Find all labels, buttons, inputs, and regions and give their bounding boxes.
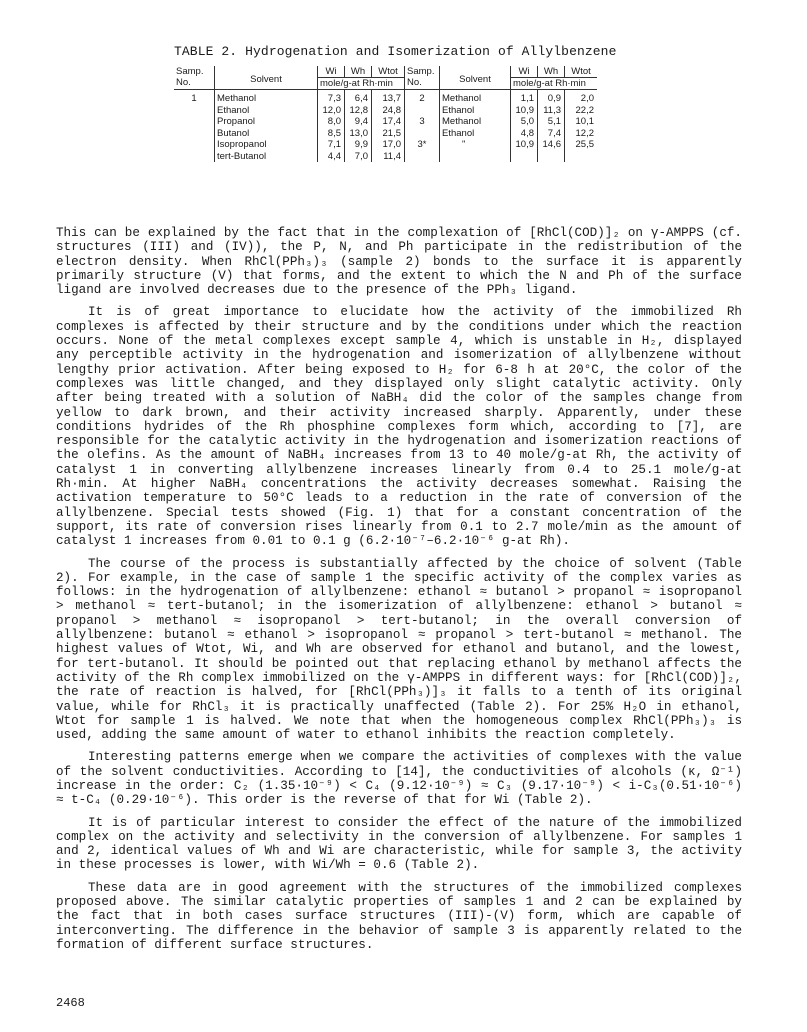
table-cell: 5,1 [547,116,561,127]
table-cell: Ethanol [442,104,475,116]
table-cell: 12,0 [322,104,341,116]
left-sample-no: 1 [191,93,197,104]
table-cell: 25,5 [575,139,594,150]
table-cell: Methanol [442,116,482,127]
table-cell: 5,0 [520,116,534,127]
table-cell: 7,3 [327,93,341,104]
table-cell: 7,4 [547,127,561,139]
table-cell: 17,4 [382,116,401,127]
table-cell: Ethanol [442,127,475,139]
table-cell: 13,7 [382,93,401,104]
table-cell: 21,5 [382,127,401,139]
paragraph: It is of particular interest to consider the effect of the nature of the immobilized complex on the activity and selectivity in the conversion of allylbenzene. For samples 1 and 2, identical values of Wh and Wi are characteristic, while for sample 3, the activity in these processes is lower, with Wi/Wh = 0.6 (Table 2). [56,815,742,873]
header-samp-no-right: Samp. No. [405,66,440,90]
table-cell: Butanol [217,127,250,139]
table-cell: 12,2 [575,127,594,139]
table-cell: 10,9 [515,139,534,150]
table-cell: Methanol [442,93,482,104]
table-cell: 9,4 [354,116,368,127]
left-wtot-values [372,90,405,163]
table-cell: Propanol [217,116,256,127]
paragraph: It is of great importance to elucidate how the activity of the immobilized Rh complexes is affected by their structure and by the conditions under which the reaction occurs. None of the metal complexes except sample 4, which is unstable in H₂, displayed any perceptible activity in the hydrogenation and isomerization of allylbenzene without lengthy prior activation. After being exposed to H₂ for 6-8 h at 20°C, the color of the complexes was little changed, and they displayed only slight catalytic activity. Only after being treated with a solution of NaBH₄ did the color of the samples change from yellow to dark brown, and their activity increased sharply. Apparently, under these conditions hydrides of the Rh phosphine complexes form which, according to [7], are responsible for the catalytic activity in the hydrogenation and isomerization reactions of the olefins. As the amount of NaBH₄ increases from 13 to 40 mole/g-at Rh, the activity of catalyst 1 in converting allylbenzene increases linearly from 0.4 to 25.1 mole/g-at Rh·min. At higher NaBH₄ concentrations the activity decreases somewhat. Raising the activation temperature to 50°C leads to a reduction in the rate of conversion of the allylbenzene. Special tests showed (Fig. 1) that for a constant concentration of the support, its rate of conversion rises linearly from 0.1 to 2.7 mole/min as the amount of catalyst 1 increases from 0.01 to 0.1 g (6.2·10⁻⁷–6.2·10⁻⁶ g-at Rh). [56,305,742,549]
left-wh-values [345,90,372,163]
table-cell: Isopropanol [217,139,267,150]
right-wtot-values [565,90,598,163]
table-cell: 10,9 [515,104,534,116]
right-wh-values [538,90,565,163]
table-cell: 1,1 [520,93,534,104]
table-cell: 24,8 [382,104,401,116]
right-solvent-list [440,90,511,163]
table-cell: 13,0 [349,127,368,139]
table-cell: Methanol [217,93,257,104]
table-cell: 0,9 [547,93,561,104]
header-wi-left: Wi [318,66,345,78]
table-cell: 8,0 [327,116,341,127]
header-units-right: mole/g-at Rh·min [511,78,598,90]
header-wtot-left: Wtot [372,66,405,78]
results-table [174,66,597,162]
table-cell: 3* [417,139,427,150]
table-cell [407,105,437,117]
table-cell: 6,4 [354,93,368,104]
header-solvent-right: Solvent [440,66,511,90]
table-cell: 7,1 [327,139,341,150]
table-cell: 11,4 [383,150,401,162]
page-number: 2468 [56,996,85,1010]
table-cell: 4,4 [327,150,341,162]
table-cell: 2,0 [580,93,594,104]
table-cell: 4,8 [520,127,534,139]
left-wi-values [318,90,345,163]
table-cell: 17,0 [382,139,401,150]
table-cell: 10,1 [575,116,594,127]
table-cell: 2 [419,93,425,104]
table-cell: 7,0 [354,150,368,162]
header-wi-right: Wi [511,66,538,78]
paragraph: These data are in good agreement with the structures of the immobilized complexes proposed above. The similar catalytic properties of samples 1 and 2 can be explained by the fact that in both cases surface structures (III)-(V) form, which are capable of interconverting. The difference in the behavior of sample 3 is apparently related to the formation of different surface structures. [56,880,742,952]
paragraph: Interesting patterns emerge when we compare the activities of complexes with the value of the solvent conductivities. According to [14], the conductivities of alcohols (κ, Ω⁻¹) increase in the order: C₂ (1.35·10⁻⁹) < C₄ (9.12·10⁻⁹) ≈ C₃ (9.17·10⁻⁹) < i-C₃(0.51·10⁻⁶) ≈ t-C₄ (0.29·10⁻⁶). This order is the reverse of that for Wi (Table 2). [56,750,742,808]
table-cell: 11,3 [543,104,561,116]
table-cell: 8,5 [327,127,341,139]
table-cell: tert-Butanol [217,150,267,162]
header-wtot-right: Wtot [565,66,598,78]
table-cell: " [462,139,466,150]
table-cell: 14,6 [542,139,561,150]
header-wh-right: Wh [538,66,565,78]
table-cell: 3 [419,116,425,127]
article-body [56,226,742,960]
paragraph: The course of the process is substantially affected by the choice of solvent (Table 2). For example, in the case of sample 1 the specific activity of the complex varies as follows: in the hydrogenation of allylbenzene: ethanol ≈ butanol > propanol ≈ isopropanol > methanol ≈ tert-butanol; in the isomerization of allylbenzene: ethanol > butanol ≈ propanol > methanol ≈ isopropanol > tert-butanol; in the overall conversion of allylbenzene: butanol ≈ ethanol > isopropanol ≈ propanol > tert-butanol ≈ methanol. The highest values of Wtot, Wi, and Wh are observed for ethanol and butanol, and the lowest, for tert-butanol. It should be pointed out that replacing ethanol by methanol affects the activity of the Rh complex immobilized on the γ-AMPPS in different ways: for [RhCl(COD)]₂, the rate of reaction is halved, for [RhCl(PPh₃)]₃ it falls to a tenth of its original value, while for RhCl₃ it is practically unaffected (Table 2). For 25% H₂O in ethanol, Wtot for sample 1 is halved. We note that when the homogeneous complex RhCl(PPh₃)₃ is used, adding the same amount of water to ethanol inhibits the reaction completely. [56,556,742,743]
table-cell: 12,8 [349,104,368,116]
table-cell: Ethanol [217,104,250,116]
header-wh-left: Wh [345,66,372,78]
table-cell: 22,2 [575,104,594,116]
left-solvent-list [215,90,318,163]
right-sample-nos [405,90,440,163]
table-cell: 9,9 [354,139,368,150]
table-cell [407,128,437,140]
header-samp-no-left: Samp. No. [174,66,215,90]
header-units-left: mole/g-at Rh·min [318,78,405,90]
paragraph: This can be explained by the fact that in the complexation of [RhCl(COD)]₂ on γ-AMPPS (cf. structures (III) and (IV)), the P, N, and Ph participate in the redistribution of the electron density. When RhCl(PPh₃)₃ (sample 2) bonds to the surface it is apparently primarily structure (V) that forms, and the extent to which the N and Ph of the surface ligand are involved decreases due to the presence of the PPh₃ ligand. [56,226,742,298]
header-solvent-left: Solvent [215,66,318,90]
right-wi-values [511,90,538,163]
table-caption: TABLE 2. Hydrogenation and Isomerization of Allylbenzene [174,44,617,59]
